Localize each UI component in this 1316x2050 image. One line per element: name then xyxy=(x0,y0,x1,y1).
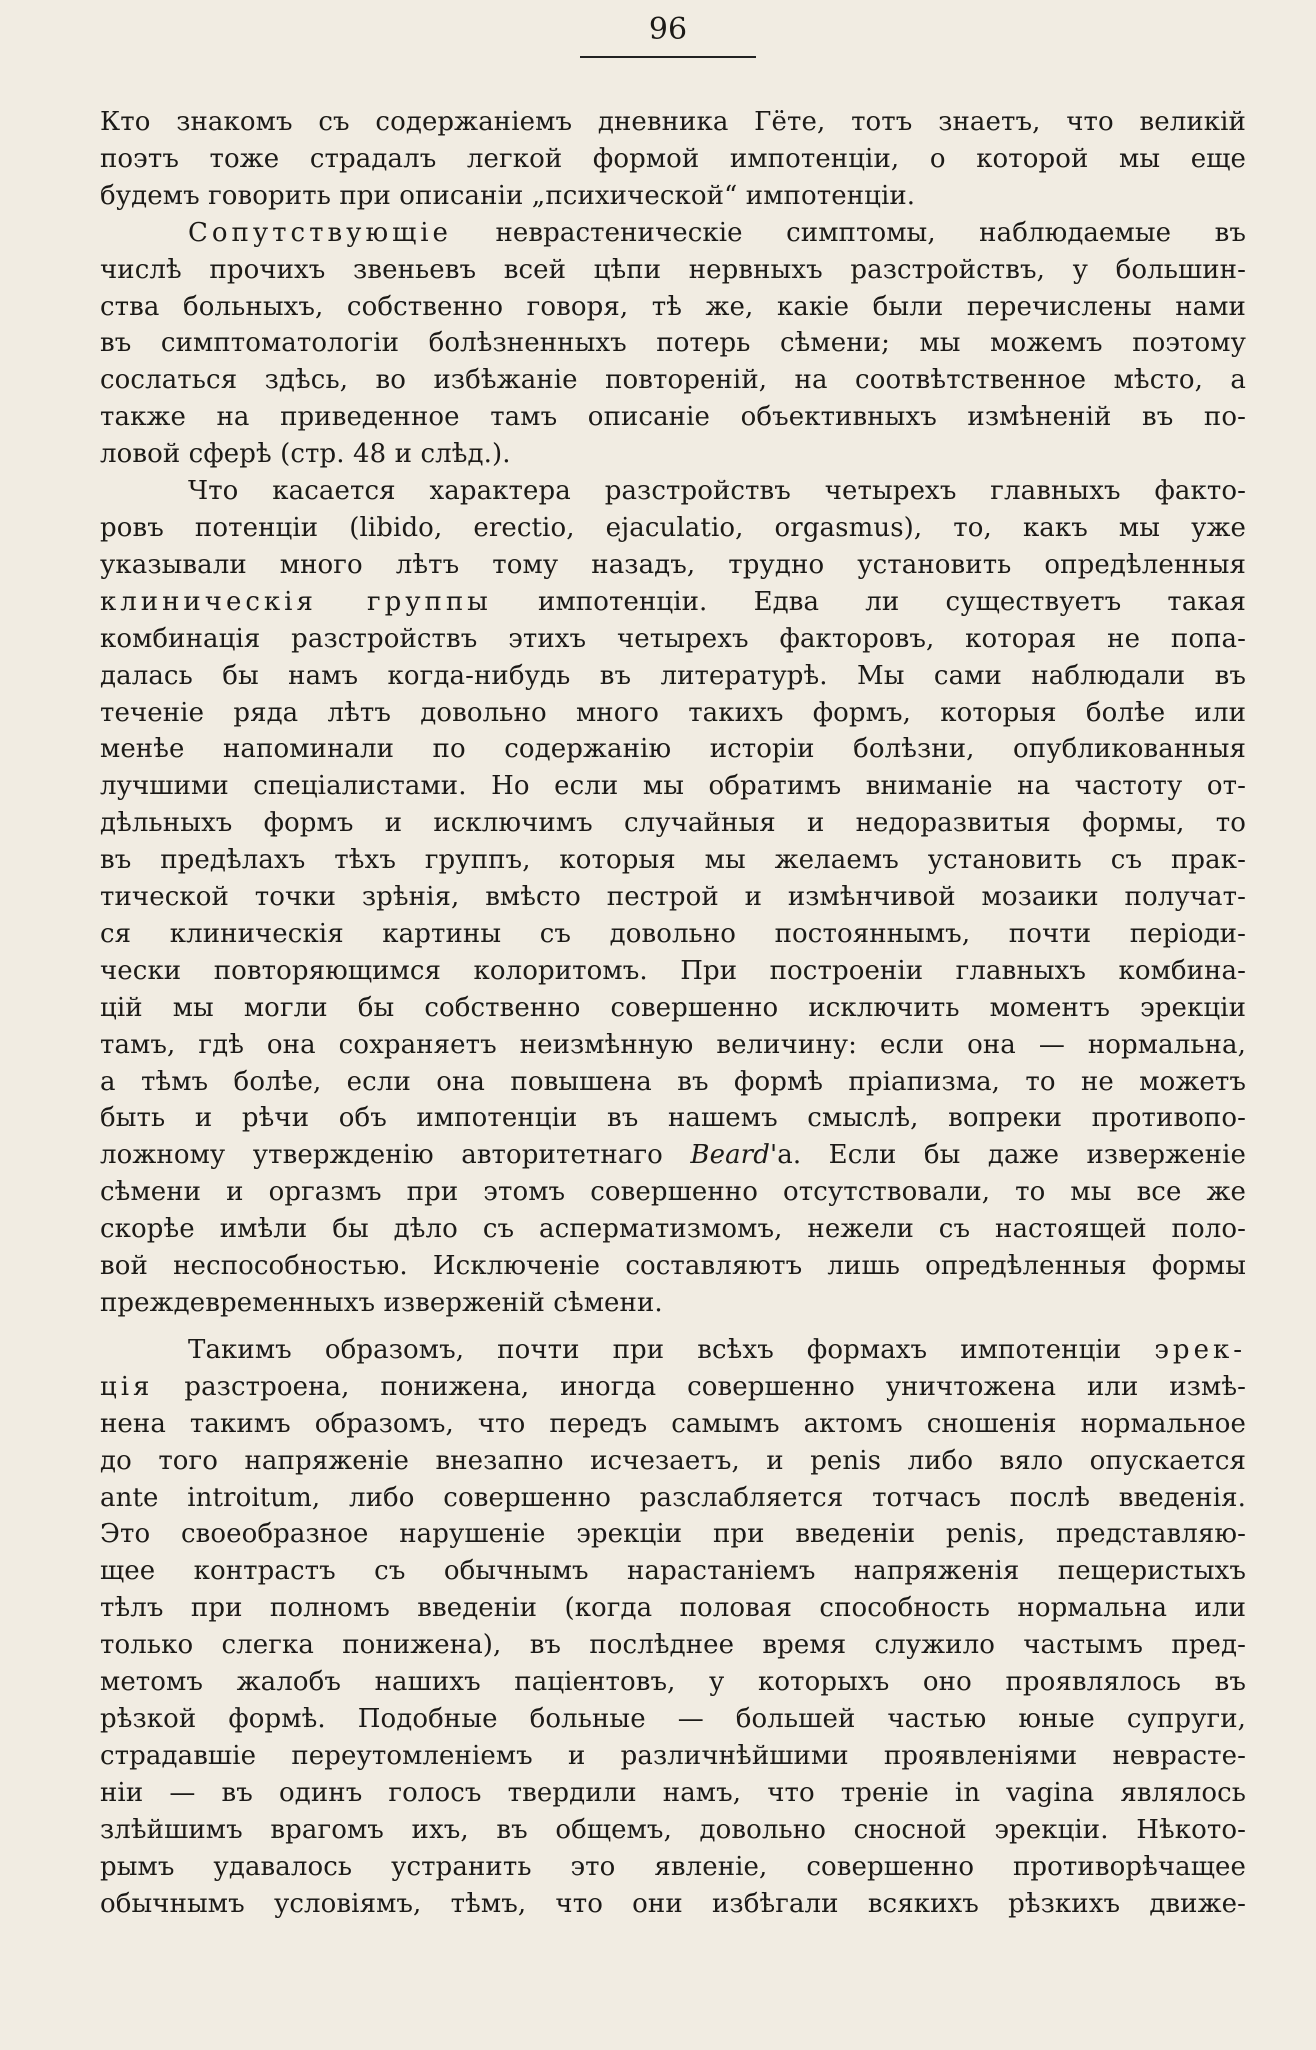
text-line: вой неспособностью. Исключеніе составляютъ лишь опредѣленныя формы xyxy=(100,1251,1246,1282)
text-line: будемъ говорить при описаніи „психической“ импотенціи. xyxy=(100,180,916,211)
text-line: Кто знакомъ съ содержаніемъ дневника Гёте, тотъ знаетъ, что великій xyxy=(100,107,1246,137)
text-line: только слегка понижена), въ послѣднее время служило частымъ пред- xyxy=(100,1630,1246,1661)
text-line: чески повторяющимся колоритомъ. При построеніи главныхъ комбина- xyxy=(100,955,1246,986)
text-line: числѣ прочихъ звеньевъ всей цѣпи нервныхъ разстройствъ, у большин- xyxy=(100,254,1246,285)
text-line: поэтъ тоже страдалъ легкой формой импотенціи, о которой мы еще xyxy=(100,143,1246,174)
text-line: въ предѣлахъ тѣхъ группъ, которыя мы желаемъ установить съ прак- xyxy=(100,845,1246,876)
text-line: дѣльныхъ формъ и исключимъ случайныя и недоразвитыя формы, то xyxy=(100,808,1246,839)
text-line: тической точки зрѣнія, вмѣсто пестрой и измѣнчивой мозаики получат- xyxy=(100,882,1246,913)
text-line: тѣлъ при полномъ введеніи (когда половая способность нормальна или xyxy=(100,1593,1246,1624)
text-line: злѣйшимъ врагомъ ихъ, въ общемъ, довольно сносной эрекціи. Нѣкото- xyxy=(100,1814,1246,1845)
text-line: рѣзкой формѣ. Подобные больные — большей частью юные супруги, xyxy=(100,1703,1246,1734)
text-line: комбинація разстройствъ этихъ четырехъ факторовъ, которая не попа- xyxy=(100,623,1246,654)
text-line: ся клиническія картины съ довольно постояннымъ, почти періоди- xyxy=(100,918,1246,949)
page-number: 96 xyxy=(648,12,688,47)
text-line: ніи — въ одинъ голосъ твердили намъ, что треніе in vagina являлось xyxy=(100,1777,1246,1808)
text-line: тамъ, гдѣ она сохраняетъ неизмѣнную величину: если она — нормальна, xyxy=(100,1029,1246,1060)
spaced-term: ція xyxy=(100,1371,154,1402)
text-line: лучшими спеціалистами. Но если мы обратимъ вниманіе на частоту от- xyxy=(100,771,1246,802)
italic-name: Beard xyxy=(690,1140,770,1171)
text-line: преждевременныхъ изверженій сѣмени. xyxy=(100,1288,663,1318)
header-rule xyxy=(580,56,756,58)
text-line: Сопутствующіе невраcтеническіе симптомы, наблюдаемые въ xyxy=(188,217,1246,248)
text-line: теченіе ряда лѣтъ довольно много такихъ формъ, которыя болѣе или xyxy=(100,697,1246,728)
text-line: ложному утвержденію авторитетнаго Beard'а. Если бы даже изверженіе xyxy=(100,1140,1247,1171)
body-text xyxy=(100,104,1246,1922)
text-line: менѣе напоминали по содержанію исторіи болѣзни, опубликованныя xyxy=(100,734,1246,765)
text-line: цій мы могли бы собственно совершенно исключить моментъ эрекціи xyxy=(100,992,1246,1023)
text-line: клиническія группы импотенціи. Едва ли существуетъ такая xyxy=(100,586,1246,617)
text-line: сѣмени и оргазмъ при этомъ совершенно отсутствовали, то мы все же xyxy=(100,1177,1246,1208)
text-line: обычнымъ условіямъ, тѣмъ, что они избѣгали всякихъ рѣзкихъ движе- xyxy=(100,1888,1246,1919)
text-line: ровъ потенціи (libido, erectio, ejaculatio, orgasmus), то, какъ мы уже xyxy=(100,512,1246,543)
text-line: Что касается характера разстройствъ четырехъ главныхъ факто- xyxy=(188,476,1246,507)
text-line: скорѣе имѣли бы дѣло съ аспермaтизмомъ, нежели съ настоящей поло- xyxy=(100,1214,1246,1245)
text-line: ловой сферѣ (стр. 48 и слѣд.). xyxy=(100,439,511,470)
text-line: далась бы намъ когда-нибудь въ литературѣ. Мы сами наблюдали въ xyxy=(100,660,1246,691)
spaced-term: клиническія группы xyxy=(100,586,492,617)
text-line: также на приведенное тамъ описаніе объективныхъ измѣненій въ по- xyxy=(100,402,1246,433)
text-line: до того напряженіе внезапно исчезаетъ, и penis либо вяло опускается xyxy=(100,1445,1246,1476)
text-line: щее контрастъ съ обычнымъ нарастаніемъ напряженія пещеристыхъ xyxy=(100,1556,1246,1587)
text-line: ства больныхъ, собственно говоря, тѣ же, какіе были перечислены нами xyxy=(100,291,1246,322)
text-line: въ симптоматологіи болѣзненныхъ потерь сѣмени; мы можемъ поэтому xyxy=(100,328,1246,359)
paragraph-gap xyxy=(100,1322,1246,1332)
text-line: быть и рѣчи объ импотенціи въ нашемъ смыслѣ, вопреки противопо- xyxy=(100,1103,1246,1134)
text-line: ante introitum, либо совершенно разслабляется тотчасъ послѣ введенія. xyxy=(100,1482,1246,1513)
text-line: метомъ жалобъ нашихъ паціентовъ, у которыхъ оно проявлялось въ xyxy=(100,1667,1246,1698)
spaced-term: Сопутствующіе xyxy=(188,217,452,248)
text-line: рымъ удавалось устранить это явленіе, совершенно противорѣчащее xyxy=(100,1851,1246,1882)
text-line: нена такимъ образомъ, что передъ самымъ актомъ сношенія нормальное xyxy=(100,1408,1246,1439)
spaced-term: эрек- xyxy=(1154,1334,1246,1365)
text-line: указывали много лѣтъ тому назадъ, трудно установить опредѣленныя xyxy=(100,549,1246,580)
text-line: ція разстроена, понижена, иногда совершенно уничтожена или измѣ- xyxy=(100,1371,1246,1402)
text-line: а тѣмъ болѣе, если она повышена въ формѣ пріапизма, то не можетъ xyxy=(100,1066,1246,1097)
text-line: Это своеобразное нарушеніе эрекціи при введеніи penis, представляю- xyxy=(100,1519,1246,1550)
text-line: Такимъ образомъ, почти при всѣхъ формахъ импотенціи эрек- xyxy=(188,1334,1246,1365)
text-line: сослаться здѣсь, во избѣжаніе повтореній, на соотвѣтственное мѣсто, а xyxy=(100,365,1246,396)
text-line: страдавшіе переутомленіемъ и различнѣйшими проявленіями неврасте- xyxy=(100,1740,1246,1771)
